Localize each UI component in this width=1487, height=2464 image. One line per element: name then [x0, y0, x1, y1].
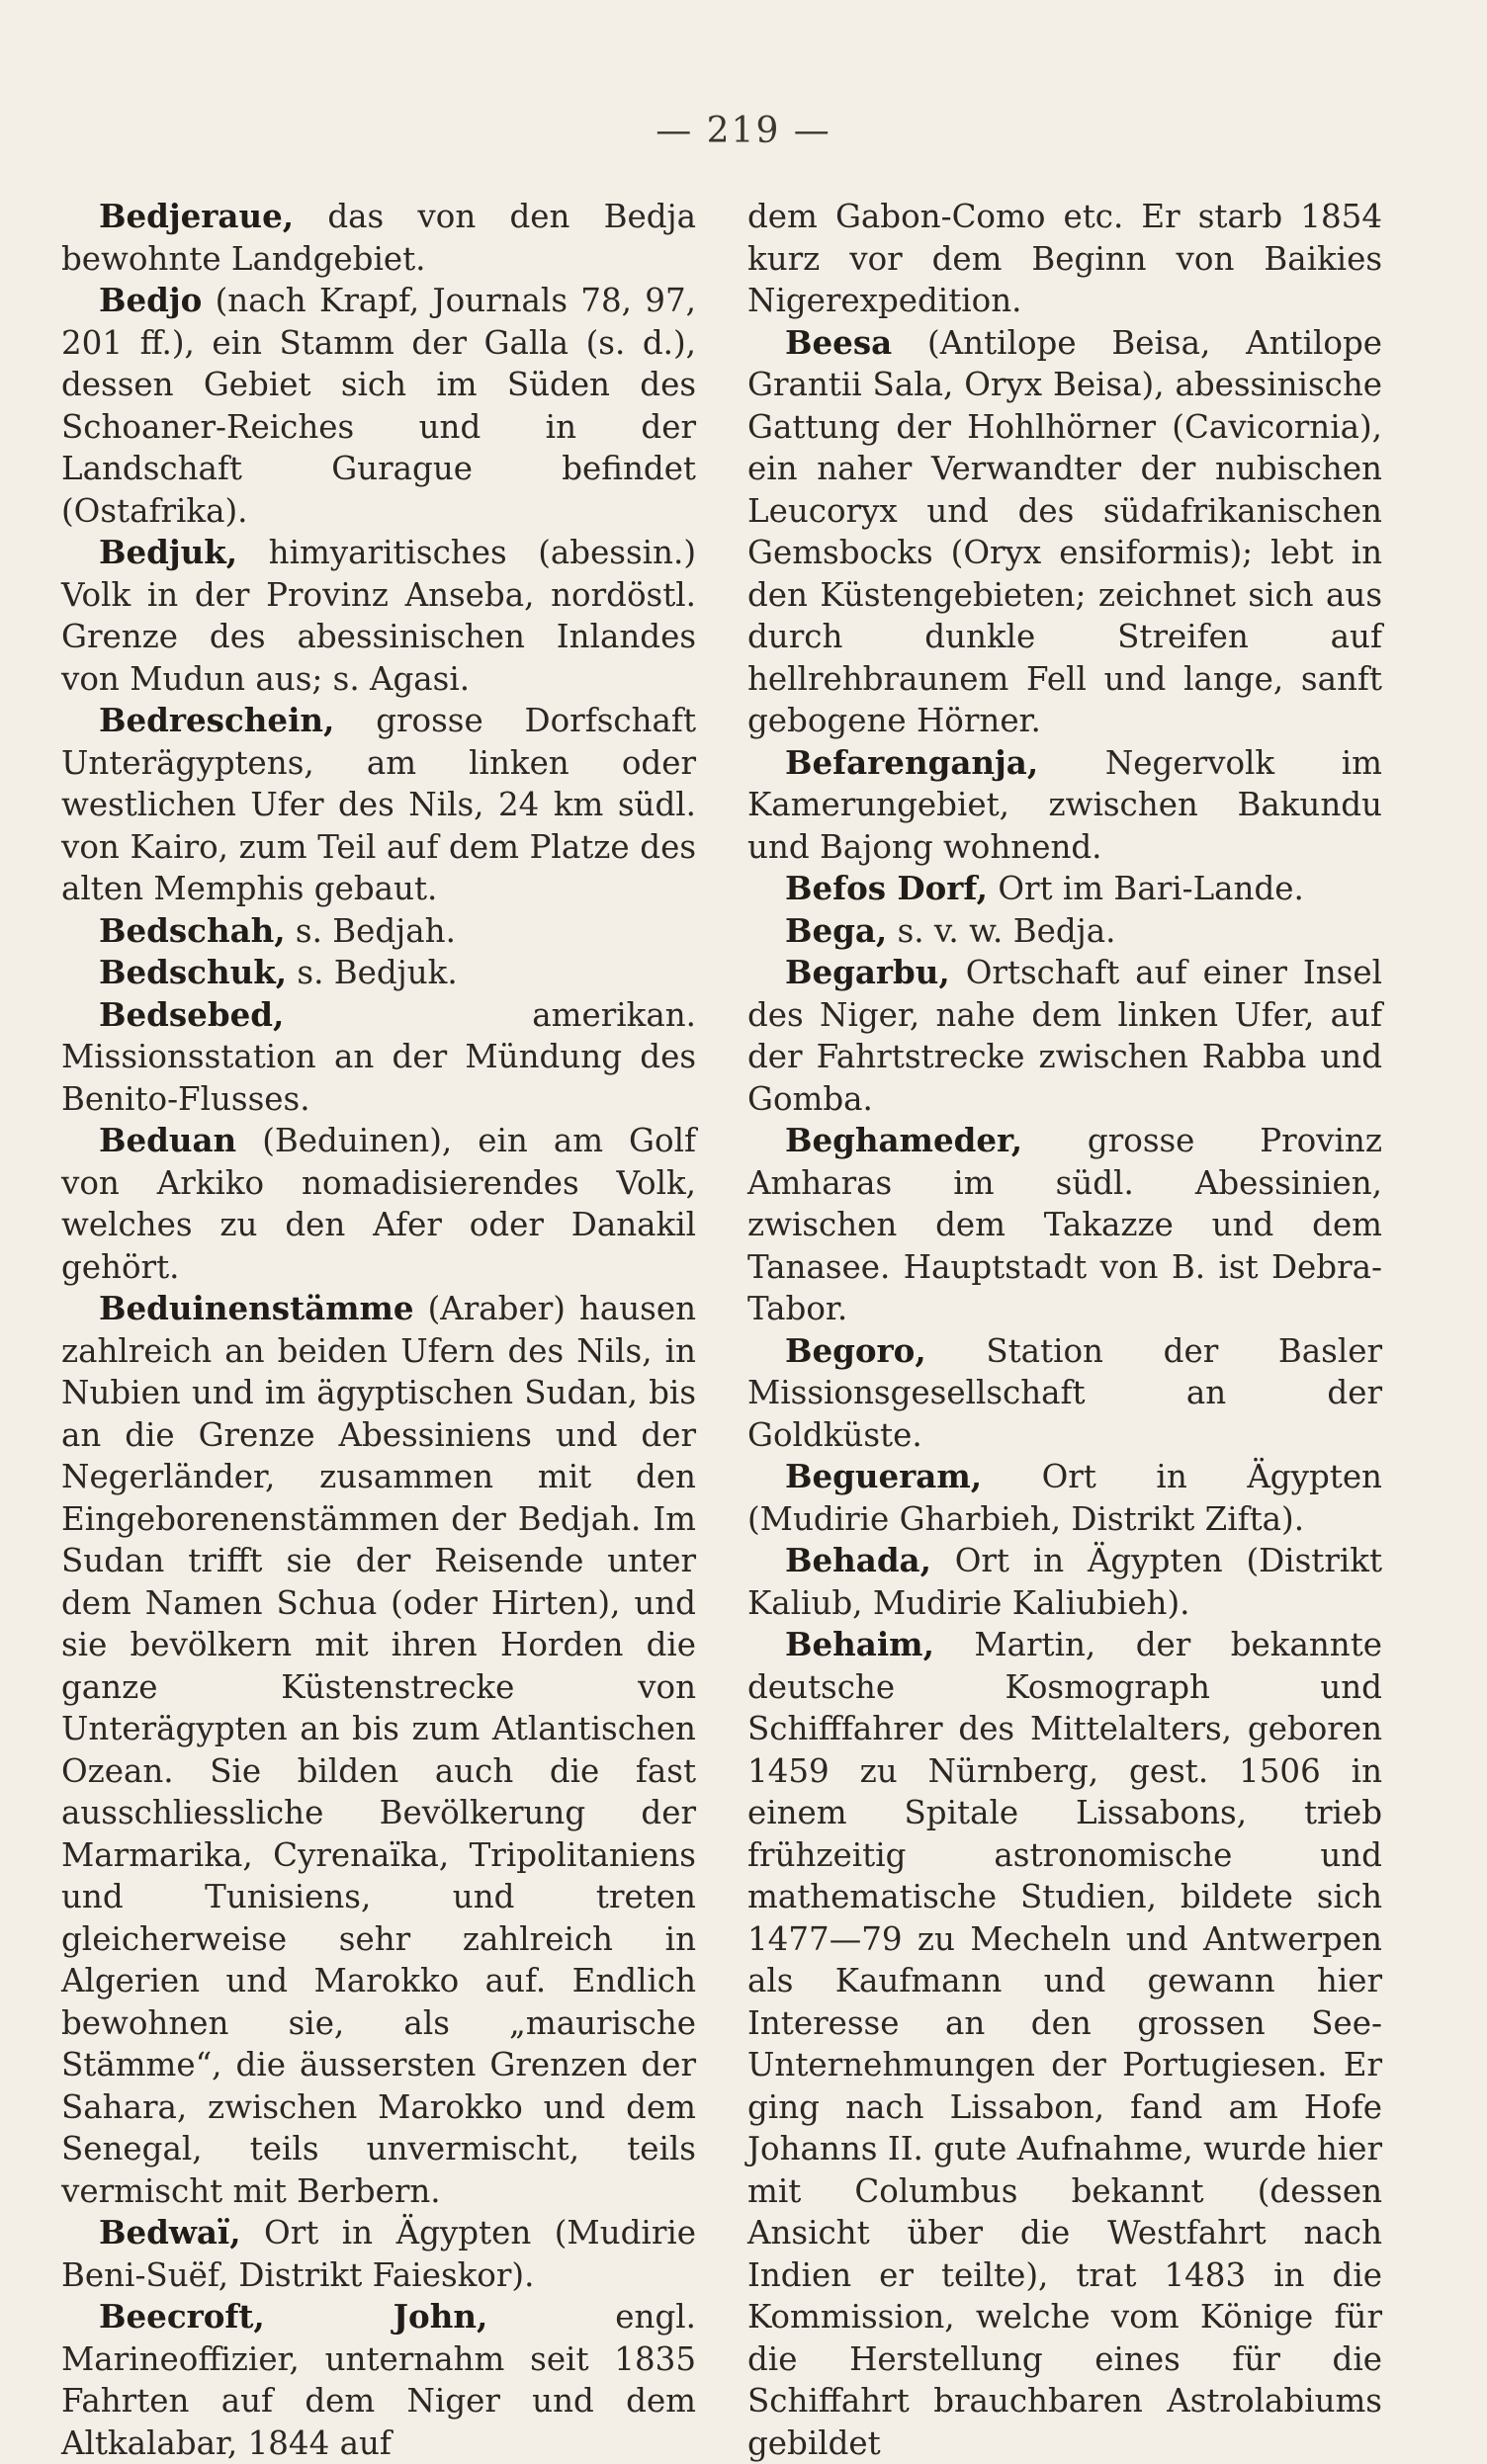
entry-begueram [747, 1456, 1382, 1540]
entry-head: Bedjo [99, 281, 203, 319]
entry-text: engl. Marineoffizier, unternahm seit 1835 Fahrten auf dem Niger und dem Altkalabar, 1844 auf [61, 2298, 696, 2462]
entry-begarbu [747, 952, 1382, 1120]
entry-bedschah [61, 910, 696, 953]
entry-head: Behaim, [785, 1625, 934, 1663]
left-column [61, 196, 696, 2464]
entry-text: Station der Basler Missionsgesellschaft an der Goldküste. [747, 1331, 1382, 1454]
page-number: — 219 — [656, 111, 831, 151]
entry-text: (Beduinen), ein am Golf von Arkiko nomadisierendes Volk, welches zu den Afer oder Danakil gehört. [61, 1122, 696, 1286]
entry-head: Beesa [785, 322, 893, 362]
entry-head: Bedschah, [99, 910, 286, 950]
entry-text: Ort in Ägypten (Mudirie Gharbieh, Distrikt Zifta). [747, 1458, 1382, 1538]
entry-text: s. v. w. Bedja. [887, 911, 1116, 950]
entry-beduinenstaemme [61, 1288, 696, 2212]
entry-beecroft [61, 2296, 696, 2464]
entry-bedschuk [61, 952, 696, 994]
entry-bedwai [61, 2212, 696, 2296]
entry-text: amerikan. Missionsstation an der Mündung des Benito-Flusses. [61, 995, 696, 1118]
entry-head: Beduinenstämme [99, 1289, 414, 1327]
right-column [747, 196, 1382, 2464]
entry-text: grosse Provinz Amharas im südl. Abessinien, zwischen dem Takazze und dem Tanasee. Hauptstadt von B. ist Debra-Tabor. [747, 1122, 1382, 1327]
entry-beesa [747, 322, 1382, 742]
entry-head: Begarbu, [785, 953, 950, 991]
entry-beecroft-continued [747, 196, 1382, 322]
entry-head: Behada, [785, 1541, 931, 1579]
entry-text: dem Gabon-Como etc. Er starb 1854 kurz vor dem Beginn von Baikies Nigerexpedition. [747, 198, 1382, 319]
entry-head: Begoro, [785, 1330, 926, 1370]
entry-text: Negervolk im Kamerungebiet, zwischen Bakundu und Bajong wohnend. [747, 743, 1382, 866]
entry-befarenganja [747, 742, 1382, 869]
entry-text: Martin, der bekannte deutsche Kosmograph und Schifffahrer des Mittelalters, geboren 1459 zu Nürnberg, gest. 1506 in einem Spitale Lissabons, trieb frühzeitig astronomische und mathematische Studien, bildete sich 1477—79 zu Mecheln und Antwerpen als Kaufmann und gewann hier Interesse an den grossen See-Unternehmungen der Portugiesen. Er ging nach Lissabon, fand am Hofe Johanns II. gute Aufnahme, wurde hier mit Columbus bekannt (dessen Ansicht über die Westfahrt nach Indien er teilte), trat 1483 in die Kommission, welche vom Könige für die Herstellung eines für die Schiffahrt brauchbaren Astrolabiums gebildet [747, 1626, 1382, 2462]
entry-head: Bedsebed, [99, 994, 285, 1034]
entry-head: Bedjeraue, [99, 197, 295, 235]
entry-head: Beduan [99, 1121, 237, 1159]
entry-text: Ortschaft auf einer Insel des Niger, nahe dem linken Ufer, auf der Fahrtstrecke zwischen Rabba und Gomba. [747, 954, 1382, 1118]
entry-text: das von den Bedja bewohnte Landgebiet. [61, 198, 696, 278]
entry-head: Bedschuk, [99, 953, 288, 991]
entry-head: Begueram, [785, 1457, 983, 1495]
entry-bedreschein [61, 700, 696, 910]
entry-bega [747, 910, 1382, 953]
entry-head: Befos Dorf, [785, 869, 988, 907]
entry-bedjeraue [61, 196, 696, 280]
entry-head: Beghameder, [785, 1121, 1023, 1159]
entry-bedjuk [61, 532, 696, 700]
entry-text: (nach Krapf, Journals 78, 97, 201 ff.), ein Stamm der Galla (s. d.), dessen Gebiet sich im Süden des Schoaner-Reiches und in der Landschaft Gurague befindet (Ostafrika). [61, 282, 696, 530]
entry-text: Ort in Ägypten (Mudirie Beni-Suëf, Distrikt Faieskor). [61, 2214, 696, 2294]
entry-text: Ort im Bari-Lande. [987, 870, 1304, 907]
entry-head: Bedwaï, [99, 2213, 241, 2252]
entry-head: Beecroft, John, [99, 2297, 488, 2336]
entry-text: grosse Dorfschaft Unterägyptens, am linken oder westlichen Ufer des Nils, 24 km südl. von Kairo, zum Teil auf dem Platze des alten Memphis gebaut. [61, 702, 696, 907]
entry-befos-dorf [747, 868, 1382, 910]
entry-text: Ort in Ägypten (Distrikt Kaliub, Mudirie Kaliubieh). [747, 1542, 1382, 1622]
entry-text: s. Bedjuk. [287, 954, 458, 991]
entry-head: Bedjuk, [99, 533, 238, 571]
entry-text: (Antilope Beisa, Antilope Grantii Sala, Oryx Beisa), abessinische Gattung der Hohlhörner (Cavicornia), ein naher Verwandter der nubischen Leucoryx und des südafrikanischen Gemsbocks (Oryx ensiformis); lebt in den Küstengebieten; zeichnet sich aus durch dunkle Streifen auf hellrehbraunem Fell und lange, sanft gebogene Hörner. [747, 323, 1382, 739]
entry-head: Bega, [785, 910, 888, 950]
entry-bedjo [61, 280, 696, 532]
entry-beduan [61, 1120, 696, 1288]
entry-behada [747, 1540, 1382, 1624]
entry-text: (Araber) hausen zahlreich an beiden Ufern des Nils, in Nubien und im ägyptischen Sudan, bis an die Grenze Abessiniens und der Negerländer, zusammen mit den Eingeborenenstämmen der Bedjah. Im Sudan trifft sie der Reisende unter dem Namen Schua (oder Hirten), und sie bevölkern mit ihren Horden die ganze Küstenstrecke von Unterägypten an bis zum Atlantischen Ozean. Sie bilden auch die fast ausschliessliche Bevölkerung der Marmarika, Cyrenaïka, Tripolitaniens und Tunisiens, und treten gleicherweise sehr zahlreich in Algerien und Marokko auf. Endlich bewohnen sie, als „maurische Stämme“, die äussersten Grenzen der Sahara, zwischen Marokko und dem Senegal, teils unvermischt, teils vermischt mit Berbern. [61, 1290, 696, 2210]
entry-behaim [747, 1624, 1382, 2464]
entry-head: Bedreschein, [99, 701, 335, 739]
entry-head: Befarenganja, [785, 742, 1039, 782]
entry-text: s. Bedjah. [285, 911, 456, 950]
entry-bedsebed [61, 994, 696, 1121]
entry-beghameder [747, 1120, 1382, 1330]
entry-begoro [747, 1330, 1382, 1457]
entry-text: himyaritisches (abessin.) Volk in der Provinz Anseba, nordöstl. Grenze des abessinischen Inlandes von Mudun aus; s. Agasi. [61, 534, 696, 698]
